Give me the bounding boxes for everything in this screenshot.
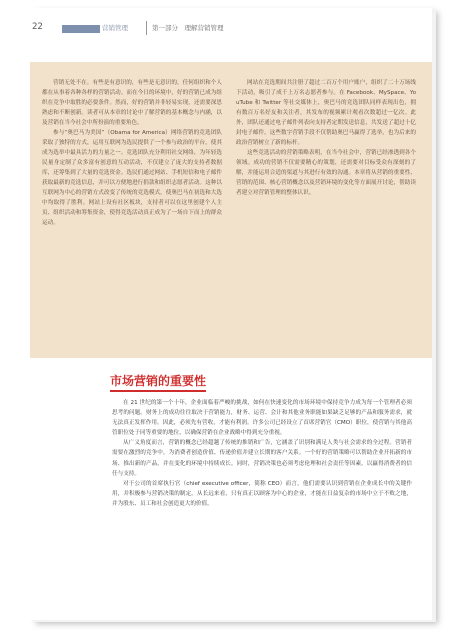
header-divider bbox=[146, 21, 147, 35]
running-header bbox=[30, 18, 432, 40]
section-heading bbox=[110, 372, 410, 388]
paragraph: 网站在竞选期间共注册了超过二百万个用户账户，组织了二十万场线下活动，吸引了成千上万名志愿者参与。在 Facebook、MySpace、YouTube 和 Twitter 等社交媒体上，奥巴马的竞选团队同样表现出色，拥有数百万名好友和关注者，其发布的视频累计观看次数超过一亿次。此外，团队还通过电子邮件列表向支持者定期发送信息，共发送了超过十亿封电子邮件。这些数字营销手段不仅帮助奥巴马赢得了选举，也为后来的政治营销树立了新的标杆。 bbox=[236, 80, 416, 146]
header-accent-bar bbox=[62, 25, 100, 33]
chapter-title: 第一部分 理解营销管理 bbox=[152, 24, 224, 32]
paragraph: 参与“奥巴马为美国”（Obama for America）网络营销的竞选团队采取了独特的方式，运用互联网为选民提供了一个参与政治的平台，使其成为选举中最具活力的力量之一。竞选团队充分利用社交网络，为年轻选民量身定制了众多富有创意的互动活动，不仅建立了庞大的支持者数据库，还筹集到了大量的竞选资金。选民们通过网站、手机短信和电子邮件获取最新的竞选信息，并可以方便地进行捐款和组织志愿者活动。这种以互联网为中心的营销方式改变了传统的竞选模式，使奥巴马在初选和大选中均取得了胜利。网站上设有社区板块，支持者可以在这里创建个人主页、组织活动和筹集资金，使得竞选活动真正成为了一场自下而上的群众运动。 bbox=[42, 130, 222, 226]
paragraph: 对于公司的首席执行官（chief executive officer，简称 CEO）而言，他们需要认识到营销在企业成长中的关键作用，并积极参与营销决策的制定。从长远来看，只有真正以顾客为中心的企业，才能在日益复杂的市场中立于不败之地，并为股东、员工和社会创造更大的价值。 bbox=[112, 480, 412, 507]
book-page bbox=[30, 8, 432, 620]
paragraph: 营销无处不在。有些是有意识的，有些是无意识的，任何组织和个人都在从事着各种各样的营销活动。而在今日的环境中，好的营销已成为组织在竞争中取胜的必要条件。然而，好的营销并非轻易实现，还需要深思熟虑和不断创新。读者可从本章的讨论中了解营销的基本概念与内涵，以及营销在当今社会中所扮演的重要角色。 bbox=[42, 80, 222, 126]
paragraph: 这些竞选活动的营销策略表明，在当今社会中，营销已经渗透到各个领域。成功的营销不仅需要精心的策划，还需要对目标受众有深刻的了解，并能运用合适的渠道与其进行有效的沟通。本章将从营销的重要性、营销的范围、核心营销概念以及营销环境的变化等方面展开讨论，帮助读者建立对营销管理的整体认识。 bbox=[236, 150, 416, 196]
section-title: 市场营销的重要性 bbox=[110, 374, 207, 388]
book-tag: 营销管理 bbox=[102, 24, 128, 32]
page-number: 22 bbox=[32, 22, 43, 32]
section-body bbox=[112, 398, 412, 613]
feature-left-column bbox=[42, 78, 222, 340]
feature-right-column bbox=[236, 78, 416, 340]
paragraph: 从广义角度而言，营销的概念已经超越了传统的推销和广告，它涵盖了识别和满足人类与社会需求的全过程。营销者需要在激烈的竞争中，为消费者创造价值、传递价值并建立长期的客户关系。一个好的营销策略可以帮助企业开拓新的市场、推出新的产品，并在变化的环境中持续成长。同时，营销决策也必须考虑伦理和社会责任等因素，以赢得消费者的信任与支持。 bbox=[112, 440, 412, 477]
paragraph: 在 21 世纪的第一个十年，企业面临着严峻的挑战，如何在快速变化的市场环境中保持竞争力成为每一个管理者必须思考的问题。财务上的成功往往取决于营销能力，财务、运营、会计和其他业务职能如果缺乏足够的产品和服务需求，就无法真正发挥作用。因此，必须先有营收，才能有利润。许多公司已经设立了首席营销官（CMO）职位，使营销与其他高管职位处于同等重要的地位，以确保营销在企业战略中得到充分重视。 bbox=[112, 400, 412, 437]
section-underline bbox=[110, 390, 206, 392]
